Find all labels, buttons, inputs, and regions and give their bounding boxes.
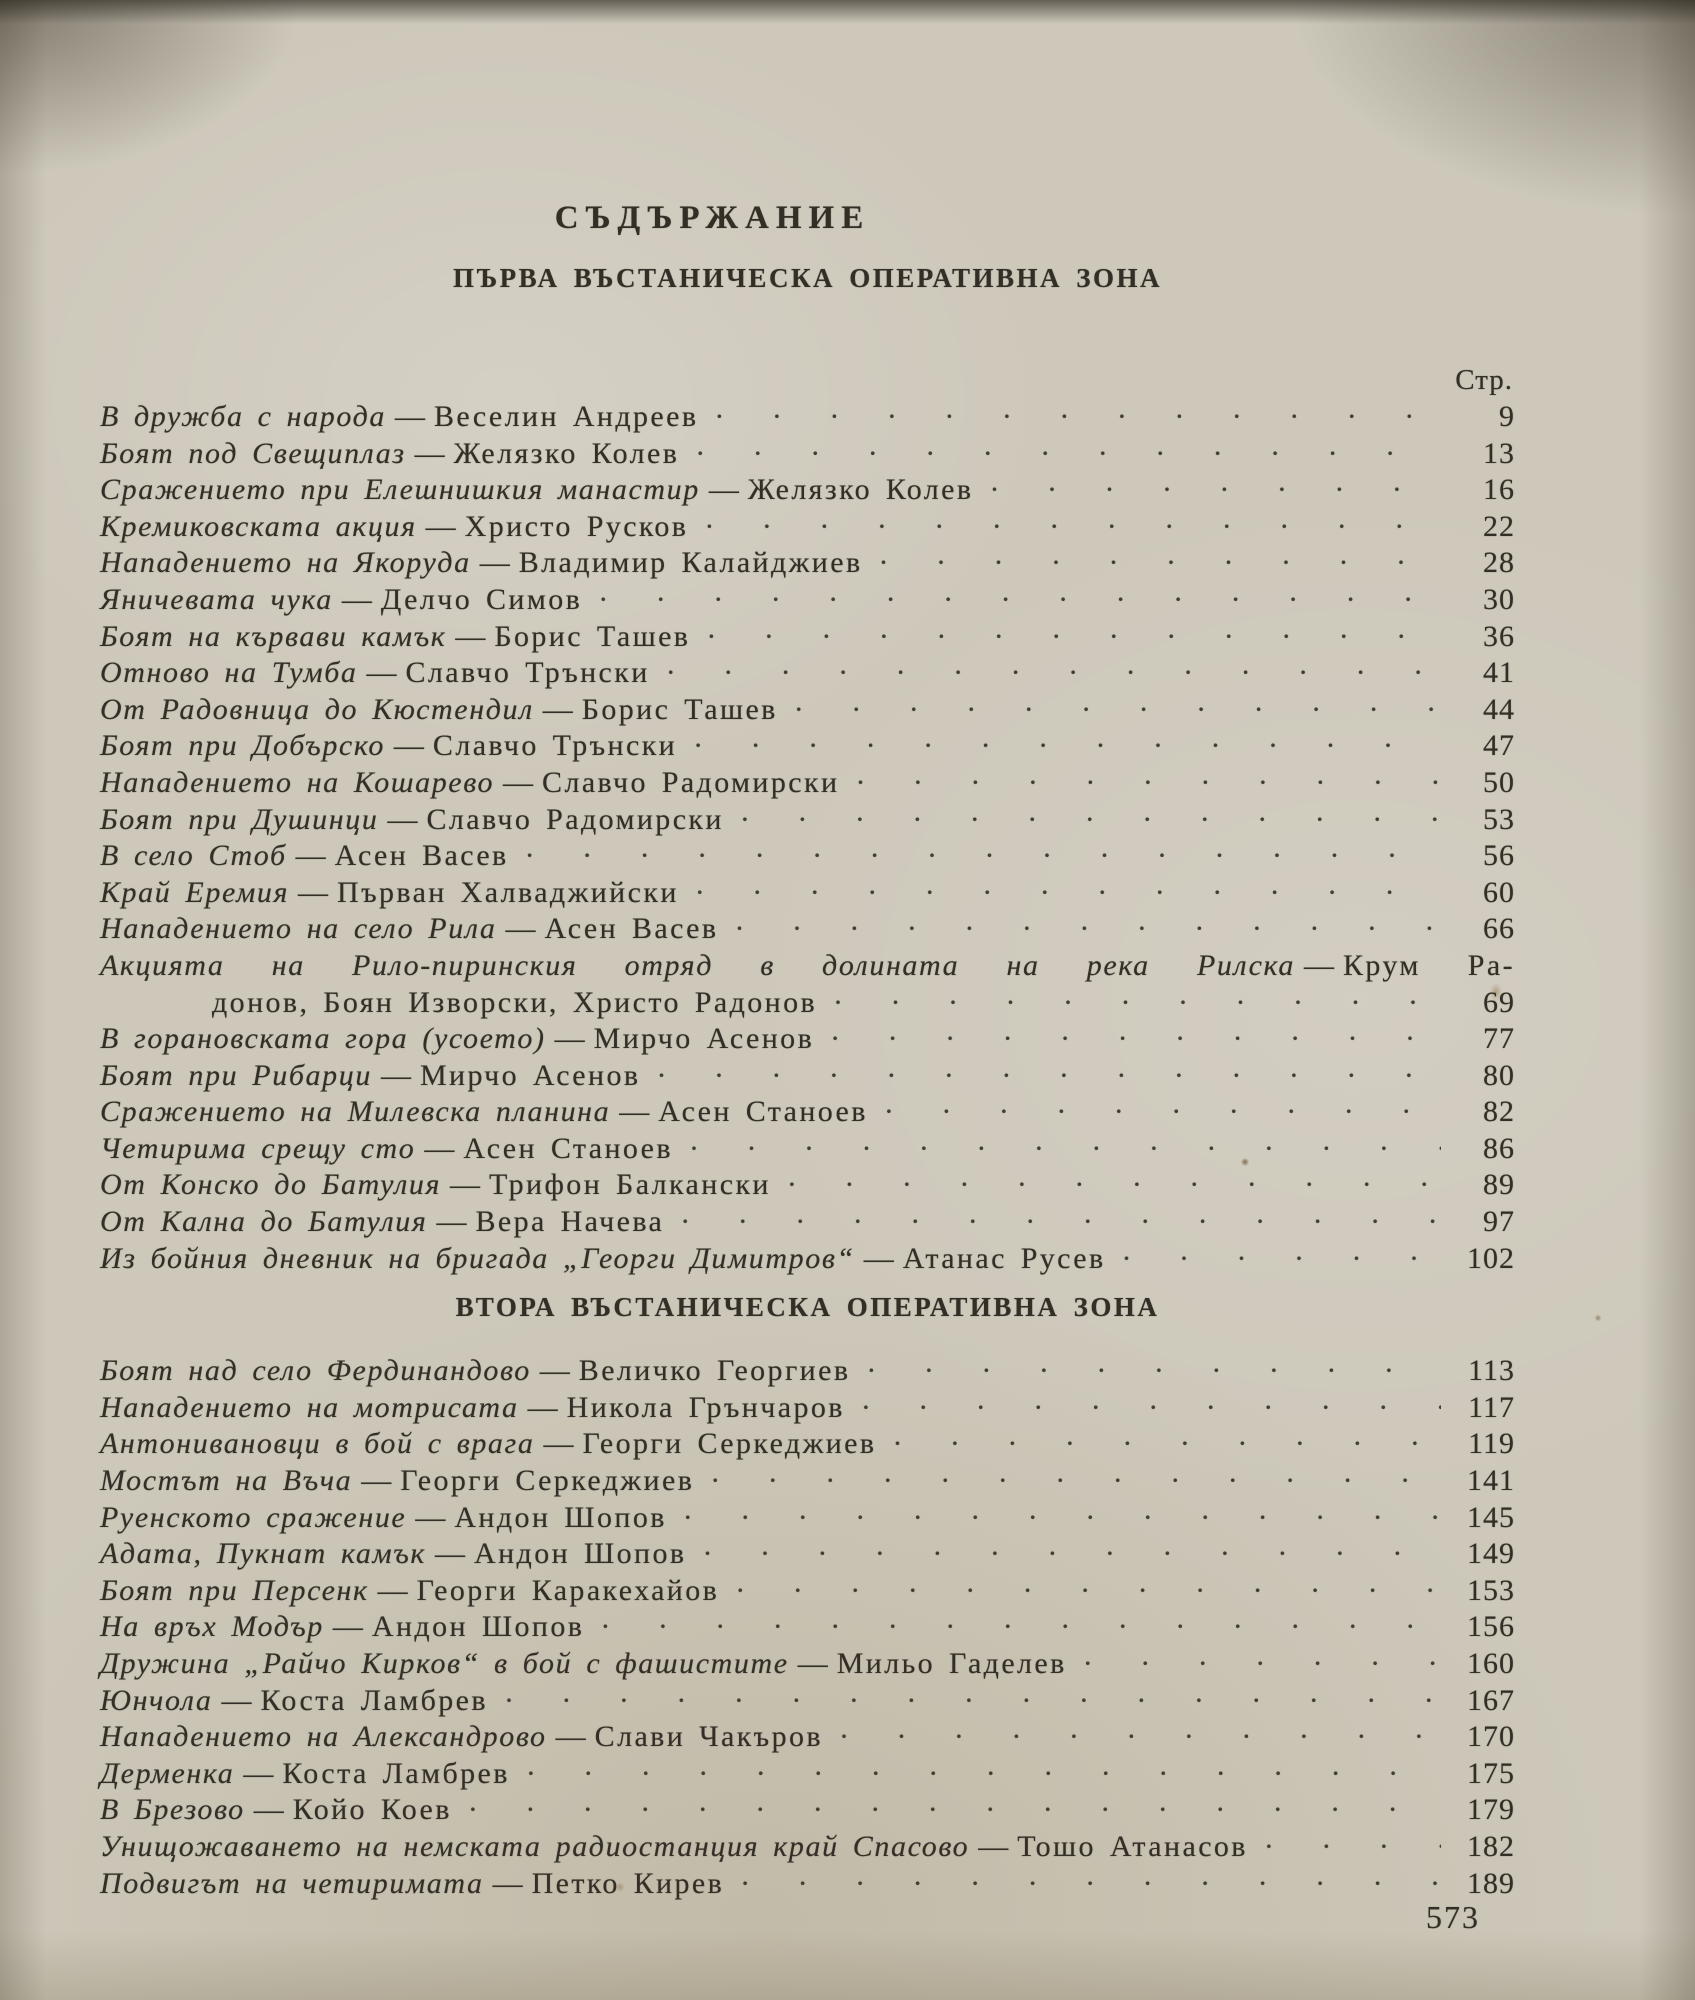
entry-author: Делчо Симов — [380, 582, 583, 616]
toc-entry — [100, 692, 1515, 729]
entry-author: Борис Ташев — [581, 692, 778, 726]
em-dash-separator: — — [539, 1354, 570, 1388]
toc-entry — [100, 1021, 1515, 1058]
toc-entry — [100, 875, 1515, 912]
entry-author: Петко Кирев — [531, 1866, 725, 1900]
toc-entry — [100, 509, 1515, 546]
dot-leader — [855, 765, 1441, 802]
dot-leader — [704, 509, 1441, 546]
entry-title: Нападението на Кошарево — [100, 765, 495, 799]
dot-leader — [695, 436, 1441, 473]
toc-entry — [100, 1683, 1515, 1720]
entry-page-number: 102 — [1467, 1241, 1515, 1275]
entry-author: Трифон Балкански — [489, 1168, 771, 1202]
toc-entry — [100, 802, 1515, 839]
entry-author: Владимир Калайджиев — [518, 546, 863, 580]
toc-entry — [100, 948, 1515, 985]
dot-leader — [680, 1204, 1441, 1241]
entry-page-number: 50 — [1483, 765, 1515, 799]
toc-entry — [100, 472, 1515, 509]
entry-author: Славчо Трънски — [405, 656, 650, 690]
dot-leader — [794, 692, 1441, 729]
entry-page-number: 16 — [1483, 473, 1515, 507]
toc-entry — [100, 1646, 1515, 1683]
entry-author: Величко Георгиев — [578, 1354, 851, 1388]
entry-title: Мостът на Въча — [100, 1464, 353, 1498]
entry-title: От Конско до Батулия — [100, 1168, 442, 1202]
entry-page-number: 80 — [1483, 1058, 1515, 1092]
dot-leader — [1122, 1241, 1441, 1278]
entry-title: Дерменка — [100, 1756, 235, 1790]
em-dash-separator: — — [393, 729, 424, 763]
page-title: СЪДЪРЖАНИЕ — [554, 200, 871, 236]
entry-page-number: 36 — [1483, 619, 1515, 653]
entry-page-number: 149 — [1467, 1537, 1515, 1571]
em-dash-separator: — — [387, 802, 418, 836]
entry-title: Боят на кървави камък — [100, 619, 447, 653]
toc-entry — [100, 1390, 1515, 1427]
entry-title: Акцията на Рило-пиринския отряд в долината на река Рилска — [100, 948, 1295, 982]
entry-title: Руенското сражение — [100, 1500, 407, 1534]
em-dash-separator: — — [542, 692, 573, 726]
dot-leader — [884, 1094, 1441, 1131]
em-dash-separator: — — [394, 400, 425, 433]
entry-page-number: 41 — [1483, 656, 1515, 690]
zone-heading: ПЪРВА ВЪСТАНИЧЕСКА ОПЕРАТИВНА ЗОНА — [453, 263, 1162, 293]
entry-title: Сражението при Елешнишкия манастир — [100, 473, 700, 507]
toc-entry — [100, 1719, 1515, 1756]
toc-entry — [100, 1609, 1515, 1646]
em-dash-separator: — — [436, 1205, 467, 1239]
entry-page-number: 44 — [1483, 692, 1515, 726]
entry-title: Из бойния дневник на бригада „Георги Димитров“ — [100, 1241, 855, 1275]
entry-title: Нападението на мотрисата — [100, 1390, 519, 1424]
entry-title: Отново на Тумба — [100, 656, 358, 690]
entry-title: В село Стоб — [100, 839, 287, 873]
entry-author: Слави Чакъров — [594, 1720, 823, 1754]
entry-title: Боят над село Фердинандово — [100, 1354, 531, 1388]
dot-leader — [740, 1866, 1441, 1903]
entry-author: Андон Шопов — [454, 1500, 667, 1534]
entry-page-number: 66 — [1483, 912, 1515, 946]
entry-author: Христо Русков — [464, 509, 689, 543]
entry-page-number: 153 — [1467, 1573, 1515, 1607]
entry-title: Боят под Свещиплаз — [100, 436, 406, 470]
entry-author: Желязко Колев — [747, 473, 974, 507]
toc-entry — [100, 399, 1515, 436]
dot-leader — [600, 1609, 1441, 1646]
entry-page-number: 141 — [1467, 1464, 1515, 1498]
entry-title: В дружба с народа — [100, 400, 386, 433]
dot-leader — [714, 399, 1441, 436]
dot-leader — [468, 1792, 1441, 1829]
entry-author: Никола Грънчаров — [566, 1390, 845, 1424]
entry-author: Андон Шопов — [371, 1610, 585, 1644]
entry-author: Георги Серкеджиев — [582, 1427, 877, 1461]
entry-author: Славчо Трънски — [432, 729, 678, 763]
dot-leader — [695, 875, 1441, 912]
dot-leader — [830, 1021, 1441, 1058]
entry-page-number: 56 — [1483, 839, 1515, 873]
entry-author: донов, Боян Изворски, Христо Радонов — [212, 985, 818, 1019]
toc-entry — [100, 1204, 1515, 1241]
toc-entry — [100, 545, 1515, 582]
em-dash-separator: — — [253, 1793, 284, 1827]
entry-page-number: 13 — [1483, 436, 1515, 470]
dot-leader — [656, 1058, 1441, 1095]
dot-leader — [706, 619, 1441, 656]
entry-author: Веселин Андреев — [433, 400, 699, 433]
toc-entry — [100, 619, 1515, 656]
dot-leader — [833, 985, 1441, 1022]
toc-entry-list — [100, 399, 1515, 1277]
entry-page-number: 82 — [1483, 1095, 1515, 1129]
entry-title: Нападението на Якоруда — [100, 546, 471, 580]
dot-leader — [866, 1353, 1441, 1390]
em-dash-separator: — — [221, 1683, 252, 1717]
entry-page-number: 179 — [1467, 1793, 1515, 1827]
em-dash-separator: — — [978, 1829, 1009, 1863]
dot-leader — [1083, 1646, 1441, 1683]
entry-title: Подвигът на четиримата — [100, 1866, 484, 1900]
zone-heading: ВТОРА ВЪСТАНИЧЕСКА ОПЕРАТИВНА ЗОНА — [455, 1292, 1160, 1323]
entry-title: Боят при Персенк — [100, 1573, 369, 1607]
entry-title: От Кална до Батулия — [100, 1205, 428, 1239]
entry-author: Борис Ташев — [494, 619, 691, 653]
dot-leader — [598, 582, 1441, 619]
entry-title: Боят при Добърско — [100, 729, 385, 763]
entry-author: Славчо Радомирски — [542, 765, 840, 799]
dot-leader — [839, 1719, 1441, 1756]
em-dash-separator: — — [863, 1241, 894, 1275]
toc-entry — [100, 728, 1515, 765]
entry-page-number: 69 — [1483, 985, 1515, 1019]
entry-title: В горановската гора (усоето) — [100, 1022, 546, 1056]
em-dash-separator: — — [332, 1610, 363, 1644]
entry-title: В Брезово — [100, 1793, 245, 1827]
dot-leader — [666, 655, 1441, 692]
entry-author: Желязко Колев — [453, 436, 680, 470]
dot-leader — [526, 1756, 1441, 1793]
entry-page-number: 119 — [1468, 1427, 1515, 1461]
toc-entry — [100, 1058, 1515, 1095]
entry-title: Унищожаването на немската радиостанция край Спасово — [100, 1829, 970, 1863]
dot-leader — [989, 472, 1441, 509]
dot-leader — [861, 1390, 1441, 1427]
entry-page-number: 89 — [1483, 1168, 1515, 1202]
entry-page-number: 156 — [1467, 1610, 1515, 1644]
em-dash-separator: — — [554, 1022, 585, 1056]
entry-author: Мирчо Асенов — [419, 1058, 641, 1092]
entry-page-number: 60 — [1483, 875, 1515, 909]
entry-page-number: 160 — [1467, 1647, 1515, 1680]
em-dash-separator: — — [415, 1500, 446, 1534]
entry-author: Първан Халваджийски — [337, 875, 679, 909]
entry-title: Боят при Душинци — [100, 802, 379, 836]
entry-title: На връх Модър — [100, 1610, 324, 1644]
entry-page-number: 86 — [1483, 1131, 1515, 1165]
dot-leader — [525, 838, 1441, 875]
em-dash-separator: — — [424, 1131, 455, 1165]
em-dash-separator: — — [797, 1647, 828, 1680]
entry-title: Сражението на Милевска планина — [100, 1095, 611, 1129]
entry-author: Коста Ламбрев — [282, 1756, 510, 1790]
dot-leader — [702, 1536, 1441, 1573]
dot-leader — [735, 1573, 1441, 1610]
entry-title: Четирима срещу сто — [100, 1131, 416, 1165]
em-dash-separator: — — [295, 839, 326, 873]
toc-entry — [100, 1500, 1515, 1537]
em-dash-separator: — — [555, 1720, 586, 1754]
em-dash-separator: — — [527, 1390, 558, 1424]
entry-page-number: 182 — [1467, 1829, 1515, 1863]
dot-leader — [879, 545, 1441, 582]
entry-author: Коста Ламбрев — [260, 1683, 488, 1717]
em-dash-separator: — — [380, 1058, 411, 1092]
toc-entry — [100, 436, 1515, 473]
entry-title: Дружина „Райчо Кирков“ в бой с фашистите — [100, 1647, 789, 1680]
toc-entry — [100, 1426, 1515, 1463]
entry-title: Край Еремия — [100, 875, 290, 909]
entry-page-number: 117 — [1468, 1390, 1515, 1424]
page-column-header: Стр. — [1455, 364, 1513, 396]
em-dash-separator: — — [1303, 948, 1334, 982]
toc-entry — [100, 1756, 1515, 1793]
dot-leader — [892, 1426, 1441, 1463]
entry-title: Адата, Пукнат камък — [100, 1537, 427, 1571]
em-dash-separator: — — [492, 1866, 523, 1900]
toc-entry — [100, 838, 1515, 875]
entry-author: Мирчо Асенов — [593, 1022, 815, 1056]
entry-page-number: 170 — [1467, 1720, 1515, 1754]
dot-leader — [689, 1131, 1441, 1168]
toc-entry — [100, 1792, 1515, 1829]
entry-page-number: 97 — [1483, 1205, 1515, 1239]
entry-title: От Радовница до Кюстендил — [100, 692, 534, 726]
em-dash-separator: — — [366, 656, 397, 690]
entry-author: Андон Шопов — [474, 1537, 687, 1571]
entry-page-number: 47 — [1483, 729, 1515, 763]
entry-author: Георги Серкеджиев — [400, 1464, 695, 1498]
entry-author: Георги Каракехайов — [416, 1573, 720, 1607]
em-dash-separator: — — [361, 1464, 392, 1498]
entry-page-number: 77 — [1483, 1022, 1515, 1056]
zone-section-second — [100, 1287, 1515, 1902]
dot-leader — [710, 1463, 1441, 1500]
entry-page-number: 28 — [1483, 546, 1515, 580]
toc-entry-continuation — [100, 985, 1515, 1022]
dot-leader — [787, 1167, 1441, 1204]
entry-author: Тошо Атанасов — [1017, 1829, 1248, 1863]
toc-entry — [100, 1094, 1515, 1131]
dot-leader — [740, 802, 1441, 839]
em-dash-separator: — — [450, 1168, 481, 1202]
entry-page-number: 145 — [1467, 1500, 1515, 1534]
dot-leader — [504, 1683, 1441, 1720]
toc-entry — [100, 1463, 1515, 1500]
em-dash-separator: — — [435, 1537, 466, 1571]
entry-page-number: 167 — [1467, 1683, 1515, 1717]
entry-page-number: 9 — [1499, 400, 1515, 433]
entry-title: Нападението на село Рила — [100, 912, 497, 946]
toc-entry — [100, 911, 1515, 948]
toc-entry — [100, 1167, 1515, 1204]
entry-page-number: 175 — [1467, 1756, 1515, 1790]
entry-title: Яничевата чука — [100, 582, 333, 616]
entry-title: Юнчола — [100, 1683, 213, 1717]
toc-entry-list — [100, 1353, 1515, 1902]
entry-author: Славчо Радомирски — [426, 802, 724, 836]
em-dash-separator: — — [414, 436, 445, 470]
em-dash-separator: — — [425, 509, 456, 543]
entry-author: Мильо Гаделев — [836, 1647, 1067, 1680]
dot-leader — [683, 1500, 1441, 1537]
em-dash-separator: — — [341, 582, 372, 616]
entry-author: Крум Ра- — [1342, 948, 1515, 982]
entry-author: Койо Коев — [292, 1793, 452, 1827]
em-dash-separator: — — [619, 1095, 650, 1129]
entry-page-number: 30 — [1483, 582, 1515, 616]
toc-entry — [100, 1353, 1515, 1390]
zone-section-first — [100, 258, 1515, 1277]
entry-author: Вера Начева — [475, 1205, 665, 1239]
entry-page-number: 53 — [1483, 802, 1515, 836]
em-dash-separator: — — [505, 912, 536, 946]
entry-title: Кремиковската акция — [100, 509, 417, 543]
dot-leader — [1264, 1829, 1441, 1866]
toc-entry — [100, 1829, 1515, 1866]
entry-author: Асен Васев — [334, 839, 509, 873]
toc-entry — [100, 1241, 1515, 1278]
em-dash-separator: — — [503, 765, 534, 799]
entry-author: Атанас Русев — [902, 1241, 1106, 1275]
em-dash-separator: — — [543, 1427, 574, 1461]
toc-entry — [100, 1131, 1515, 1168]
em-dash-separator: — — [243, 1756, 274, 1790]
entry-page-number: 113 — [1468, 1354, 1515, 1388]
entry-title: Антонивановци в бой с врага — [100, 1427, 535, 1461]
entry-title: Боят при Рибарци — [100, 1058, 372, 1092]
entry-author: Асен Станоев — [463, 1131, 673, 1165]
toc-entry — [100, 765, 1515, 802]
entry-title: Нападението на Александрово — [100, 1720, 547, 1754]
em-dash-separator: — — [479, 546, 510, 580]
entry-author: Асен Васев — [544, 912, 719, 946]
toc-entry — [100, 582, 1515, 619]
entry-page-number: 22 — [1483, 509, 1515, 543]
dot-leader — [693, 728, 1441, 765]
entry-page-number: 189 — [1467, 1866, 1515, 1900]
dot-leader — [734, 911, 1441, 948]
em-dash-separator: — — [377, 1573, 408, 1607]
toc-entry — [100, 655, 1515, 692]
em-dash-separator: — — [298, 875, 329, 909]
table-of-contents — [100, 0, 1515, 1902]
toc-entry — [100, 1573, 1515, 1610]
entry-author: Асен Станоев — [658, 1095, 868, 1129]
book-page-number: 573 — [1426, 1899, 1480, 1935]
em-dash-separator: — — [455, 619, 486, 653]
toc-entry — [100, 1536, 1515, 1573]
em-dash-separator: — — [708, 473, 739, 507]
toc-entry — [100, 1866, 1515, 1903]
